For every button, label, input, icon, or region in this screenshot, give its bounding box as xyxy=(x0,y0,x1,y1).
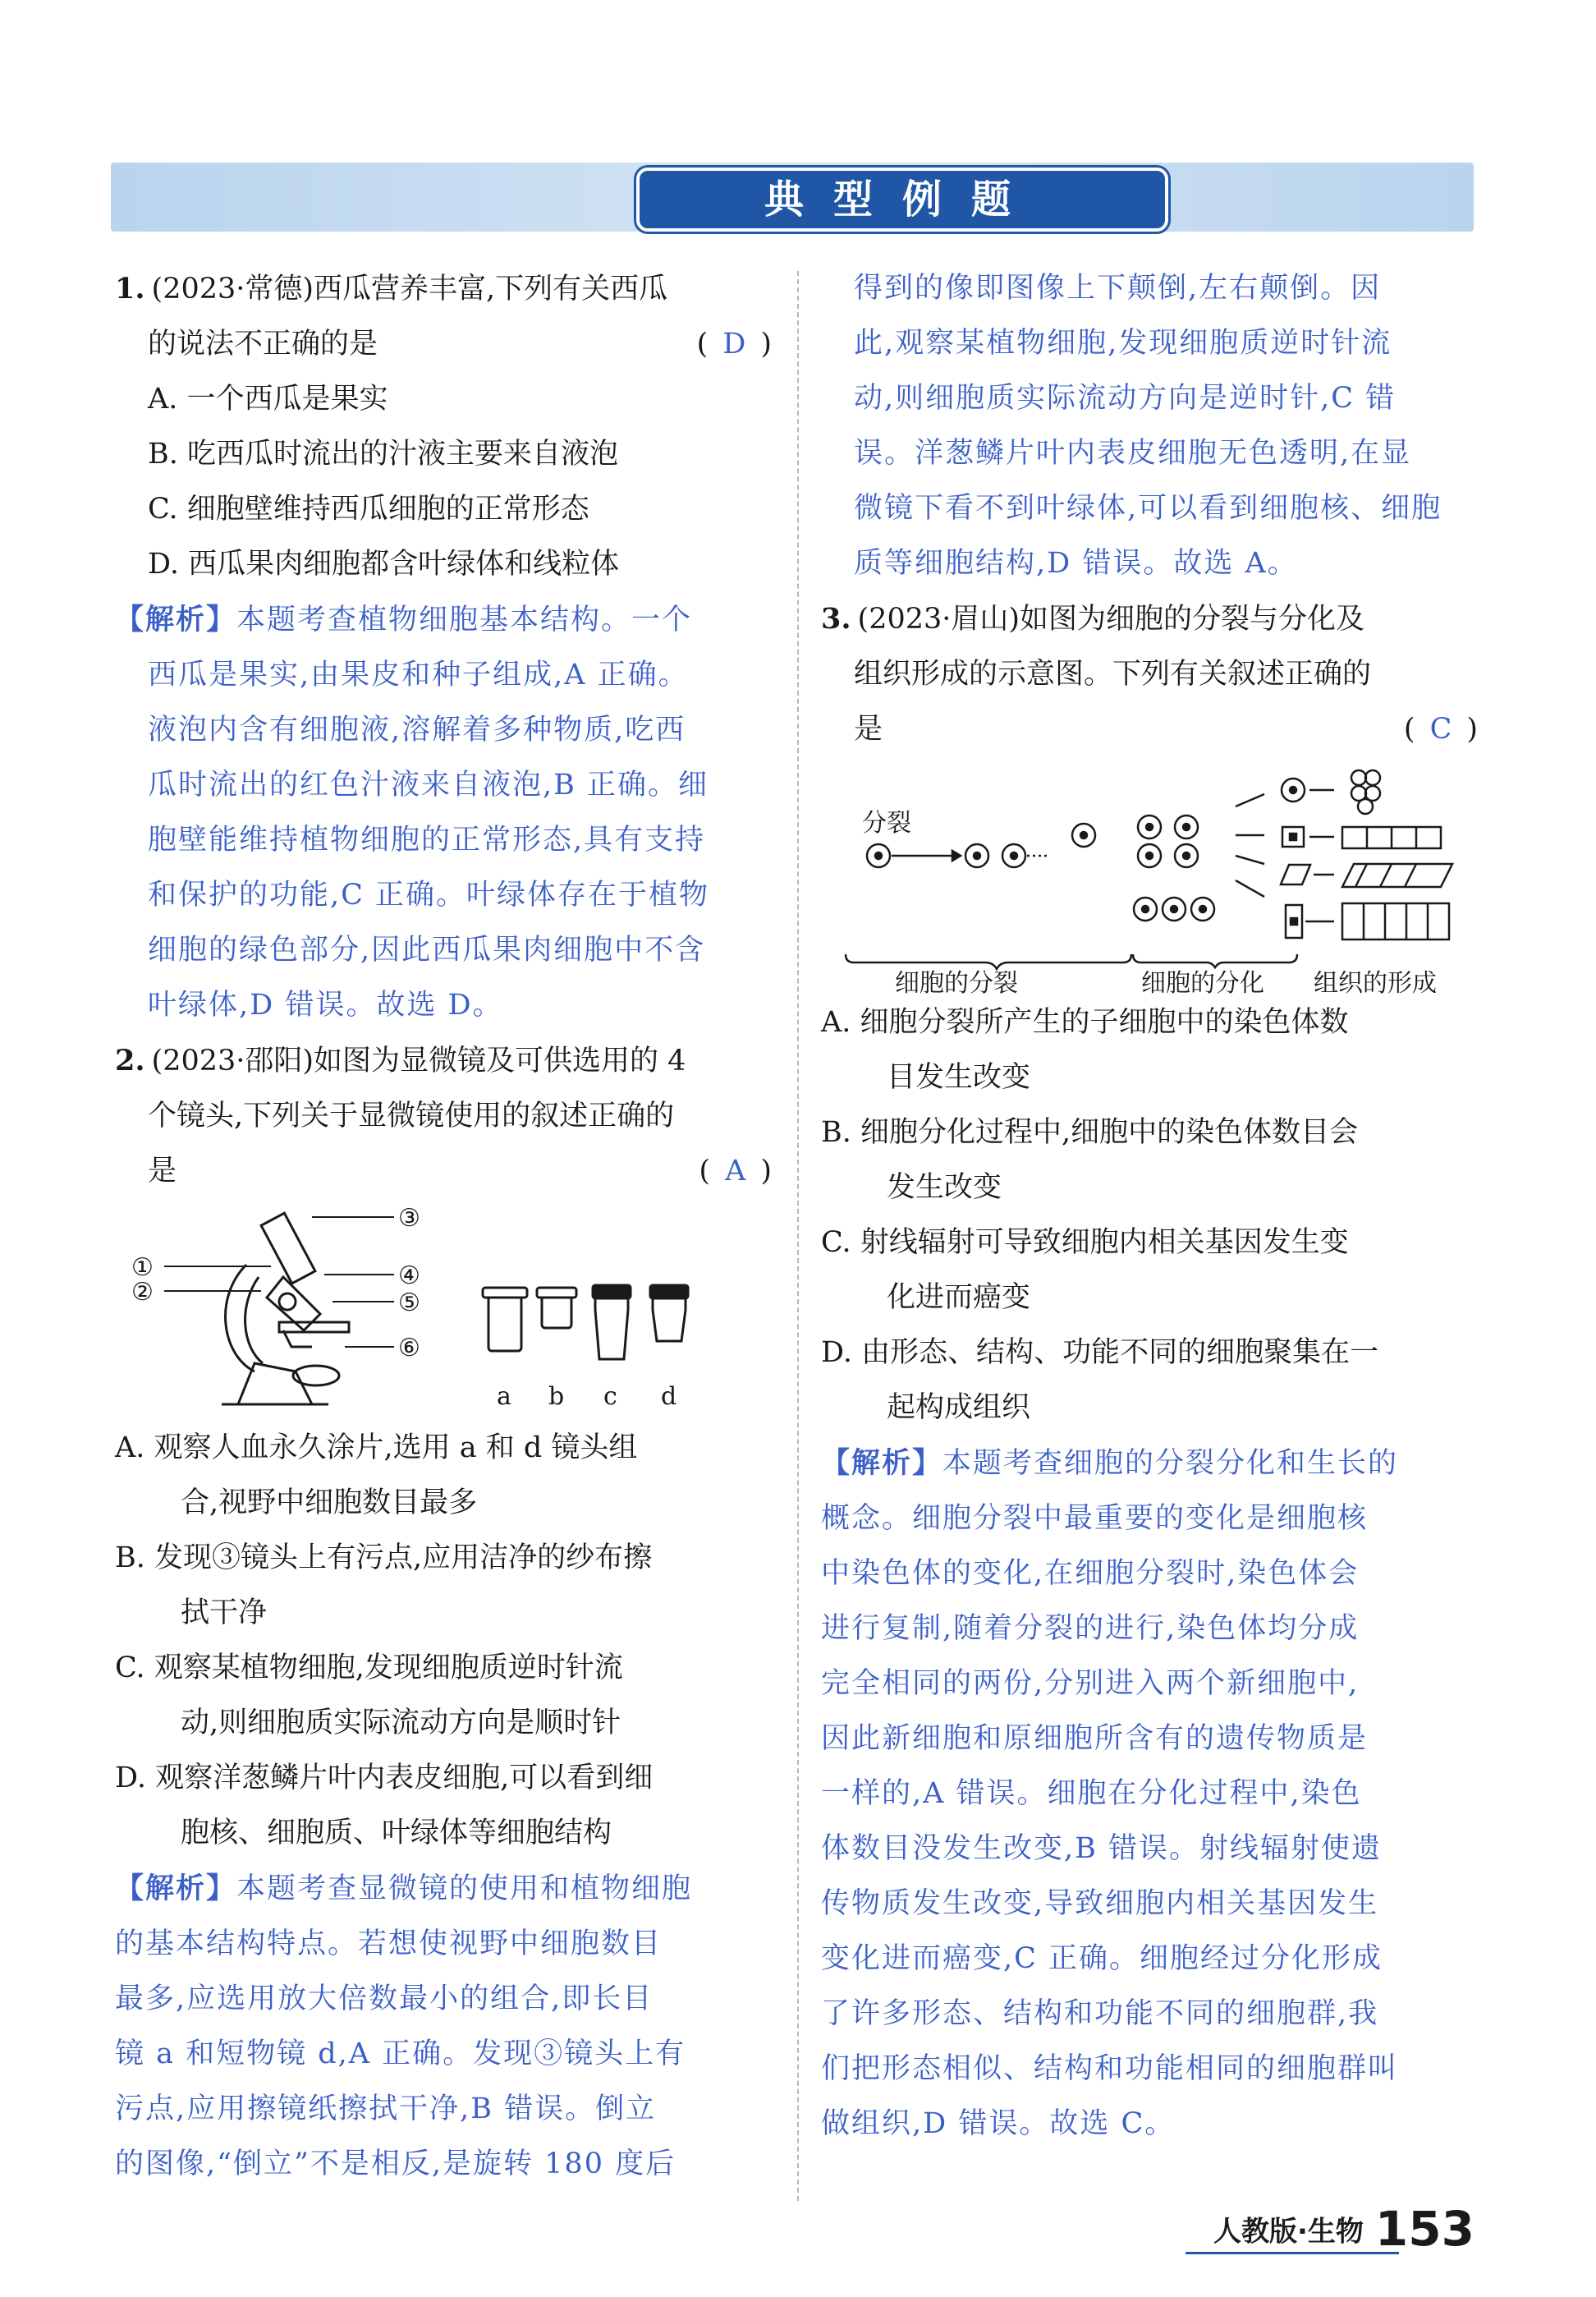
explanation-line: 此,观察某植物细胞,发现细胞质逆时针流 xyxy=(854,327,1392,360)
callout-4: ④ xyxy=(398,1261,420,1290)
option-d: D. 由形态、结构、功能不同的细胞聚集在一 xyxy=(821,1336,1379,1369)
section-title: 典型例题 xyxy=(636,168,1168,232)
explanation-line: 传物质发生改变,导致细胞内相关基因发生 xyxy=(821,1887,1379,1920)
right-column xyxy=(821,261,1478,2152)
option-a: A. 一个西瓜是果实 xyxy=(148,383,388,416)
question-number: 2. xyxy=(115,1044,145,1077)
question-number: 3. xyxy=(821,602,851,636)
question-stem: 个镜头,下列关于显微镜使用的叙述正确的 xyxy=(148,1100,675,1132)
explanation-line: 们把形态相似、结构和功能相同的细胞群叫 xyxy=(821,2052,1399,2085)
explanation-line: 胞壁能维持植物细胞的正常形态,具有支持 xyxy=(148,824,706,857)
option-d: D. 观察洋葱鳞片叶内表皮细胞,可以看到细 xyxy=(115,1762,654,1794)
lens-label-b: b xyxy=(548,1382,565,1411)
left-column xyxy=(115,261,772,2192)
explanation-line: 镜 a 和短物镜 d,A 正确。发现③镜头上有 xyxy=(115,2037,686,2070)
callout-3: ③ xyxy=(398,1204,420,1233)
page-number: 153 xyxy=(1374,2201,1474,2257)
explanation-line: 做组织,D 错误。故选 C。 xyxy=(821,2107,1176,2140)
microscope-figure xyxy=(115,1199,772,1421)
answer-value: A xyxy=(725,1155,746,1188)
explanation-line: 的图像,“倒立”不是相反,是旋转 180 度后 xyxy=(115,2148,676,2180)
edition-label: 人教版·生物 xyxy=(1213,2215,1364,2249)
microscope-diagram xyxy=(115,1199,772,1421)
answer-bracket: ( C ) xyxy=(1403,713,1478,746)
explanation-line: 最多,应选用放大倍数最小的组合,即长目 xyxy=(115,1982,654,2015)
explanation-line: 一样的,A 错误。细胞在分化过程中,染色 xyxy=(821,1777,1362,1810)
answer-value: C xyxy=(1429,713,1452,746)
option-b-cont: 发生改变 xyxy=(887,1171,1002,1204)
explanation-line: 因此新细胞和原细胞所含有的遗传物质是 xyxy=(821,1722,1369,1755)
section-banner xyxy=(111,163,1474,232)
option-b-cont: 拭干净 xyxy=(181,1596,268,1629)
option-c: C. 射线辐射可导致细胞内相关基因发生变 xyxy=(821,1226,1349,1259)
question-stem: (2023·眉山)如图为细胞的分裂与分化及 xyxy=(857,603,1365,636)
explanation-line: 污点,应用擦镜纸擦拭干净,B 错误。倒立 xyxy=(115,2093,657,2125)
explanation-line: 【解析】本题考查植物细胞基本结构。一个 xyxy=(115,603,693,636)
lens-label-c: c xyxy=(603,1382,617,1411)
lens-a xyxy=(488,1293,521,1351)
explanation-line: 质等细胞结构,D 错误。故选 A。 xyxy=(854,547,1298,580)
option-b: B. 细胞分化过程中,细胞中的染色体数目会 xyxy=(821,1116,1359,1149)
explanation-line: 误。洋葱鳞片叶内表皮细胞无色透明,在显 xyxy=(854,437,1412,470)
option-b: B. 发现③镜头上有污点,应用洁净的纱布擦 xyxy=(115,1541,653,1574)
caption-tissue: 组织的形成 xyxy=(1314,969,1437,995)
explanation-line: 完全相同的两份,分别进入两个新细胞中, xyxy=(821,1667,1360,1700)
explanation-line: 和保护的功能,C 正确。叶绿体存在于植物 xyxy=(148,879,710,912)
question-stem: 是 xyxy=(854,713,883,746)
explanation-line: 西瓜是果实,由果皮和种子组成,A 正确。 xyxy=(148,659,689,691)
option-c-cont: 化进而癌变 xyxy=(887,1281,1031,1314)
answer-bracket: ( D ) xyxy=(696,328,772,361)
option-c: C. 细胞壁维持西瓜细胞的正常形态 xyxy=(148,493,589,526)
question-2 xyxy=(115,1033,772,2192)
explanation-line: 细胞的绿色部分,因此西瓜果肉细胞中不含 xyxy=(148,934,706,967)
lens-label-d: d xyxy=(661,1382,677,1411)
caption-division: 细胞的分裂 xyxy=(895,969,1018,995)
lens-label-a: a xyxy=(497,1382,511,1411)
callout-5: ⑤ xyxy=(398,1289,420,1317)
option-d: D. 西瓜果肉细胞都含叶绿体和线粒体 xyxy=(148,548,620,581)
cell-division-diagram xyxy=(821,757,1478,995)
lens-c xyxy=(595,1293,628,1359)
option-b: B. 吃西瓜时流出的汁液主要来自液泡 xyxy=(148,438,618,471)
eyepiece-tube xyxy=(261,1213,315,1284)
explanation-line: 【解析】本题考查细胞的分裂分化和生长的 xyxy=(821,1446,1399,1480)
explanation-line: 动,则细胞质实际流动方向是逆时针,C 错 xyxy=(854,382,1396,415)
question-number: 1. xyxy=(115,272,145,306)
callout-6: ⑥ xyxy=(398,1334,420,1362)
footer-rule xyxy=(1186,2252,1399,2254)
explanation-line: 了许多形态、结构和功能不同的细胞群,我 xyxy=(821,1997,1379,2030)
explanation-line: 中染色体的变化,在细胞分裂时,染色体会 xyxy=(821,1557,1360,1590)
explanation-tag: 【解析】 xyxy=(115,603,237,636)
explanation-tag: 【解析】 xyxy=(821,1446,943,1480)
question-stem: 的说法不正确的是 xyxy=(148,328,378,361)
cell-division-figure xyxy=(821,757,1478,995)
callout-1: ① xyxy=(131,1253,154,1282)
option-c-cont: 动,则细胞质实际流动方向是顺时针 xyxy=(181,1707,621,1739)
option-a: A. 细胞分裂所产生的子细胞中的染色体数 xyxy=(821,1006,1349,1039)
explanation-line: 瓜时流出的红色汁液来自液泡,B 正确。细 xyxy=(148,769,709,802)
option-a-cont: 目发生改变 xyxy=(887,1061,1031,1094)
question-stem: (2023·邵阳)如图为显微镜及可供选用的 4 xyxy=(151,1045,686,1077)
explanation-line: 叶绿体,D 错误。故选 D。 xyxy=(148,989,503,1022)
question-2-explanation-cont xyxy=(821,261,1478,591)
answer-value: D xyxy=(722,328,746,361)
explanation-line: 【解析】本题考查显微镜的使用和植物细胞 xyxy=(115,1872,693,1905)
page-footer xyxy=(1213,2201,1474,2257)
coarse-knob xyxy=(279,1293,296,1310)
explanation-line: 体数目没发生改变,B 错误。射线辐射使遗 xyxy=(821,1832,1382,1865)
option-d-cont: 起构成组织 xyxy=(887,1391,1031,1424)
explanation-line: 进行复制,随着分裂的进行,染色体均分成 xyxy=(821,1612,1360,1645)
question-stem: 是 xyxy=(148,1155,177,1188)
explanation-line: 的基本结构特点。若想使视野中细胞数目 xyxy=(115,1927,663,1960)
option-d-cont: 胞核、细胞质、叶绿体等细胞结构 xyxy=(181,1817,612,1849)
microscope-arm xyxy=(226,1265,255,1371)
option-c: C. 观察某植物细胞,发现细胞质逆时针流 xyxy=(115,1652,623,1684)
caption-differentiation: 细胞的分化 xyxy=(1141,969,1264,995)
explanation-line: 概念。细胞分裂中最重要的变化是细胞核 xyxy=(821,1502,1369,1535)
explanation-line: 液泡内含有细胞液,溶解着多种物质,吃西 xyxy=(148,714,686,747)
answer-bracket: ( A ) xyxy=(699,1155,772,1188)
column-divider xyxy=(797,271,799,2201)
question-stem: 组织形成的示意图。下列有关叙述正确的 xyxy=(854,658,1372,691)
explanation-line: 微镜下看不到叶绿体,可以看到细胞核、细胞 xyxy=(854,492,1442,525)
question-1 xyxy=(115,261,772,1033)
question-stem: (2023·常德)西瓜营养丰富,下列有关西瓜 xyxy=(151,273,668,306)
callout-2: ② xyxy=(131,1278,154,1307)
option-a: A. 观察人血永久涂片,选用 a 和 d 镜头组 xyxy=(115,1431,638,1464)
split-label: 分裂 xyxy=(862,809,911,838)
lens-d xyxy=(653,1293,686,1341)
stage xyxy=(279,1322,349,1332)
option-a-cont: 合,视野中细胞数目最多 xyxy=(181,1486,478,1519)
explanation-tag: 【解析】 xyxy=(115,1872,237,1905)
question-3 xyxy=(821,591,1478,2152)
explanation-line: 得到的像即图像上下颠倒,左右颠倒。因 xyxy=(854,272,1382,305)
explanation-line: 变化进而癌变,C 正确。细胞经过分化形成 xyxy=(821,1942,1383,1975)
